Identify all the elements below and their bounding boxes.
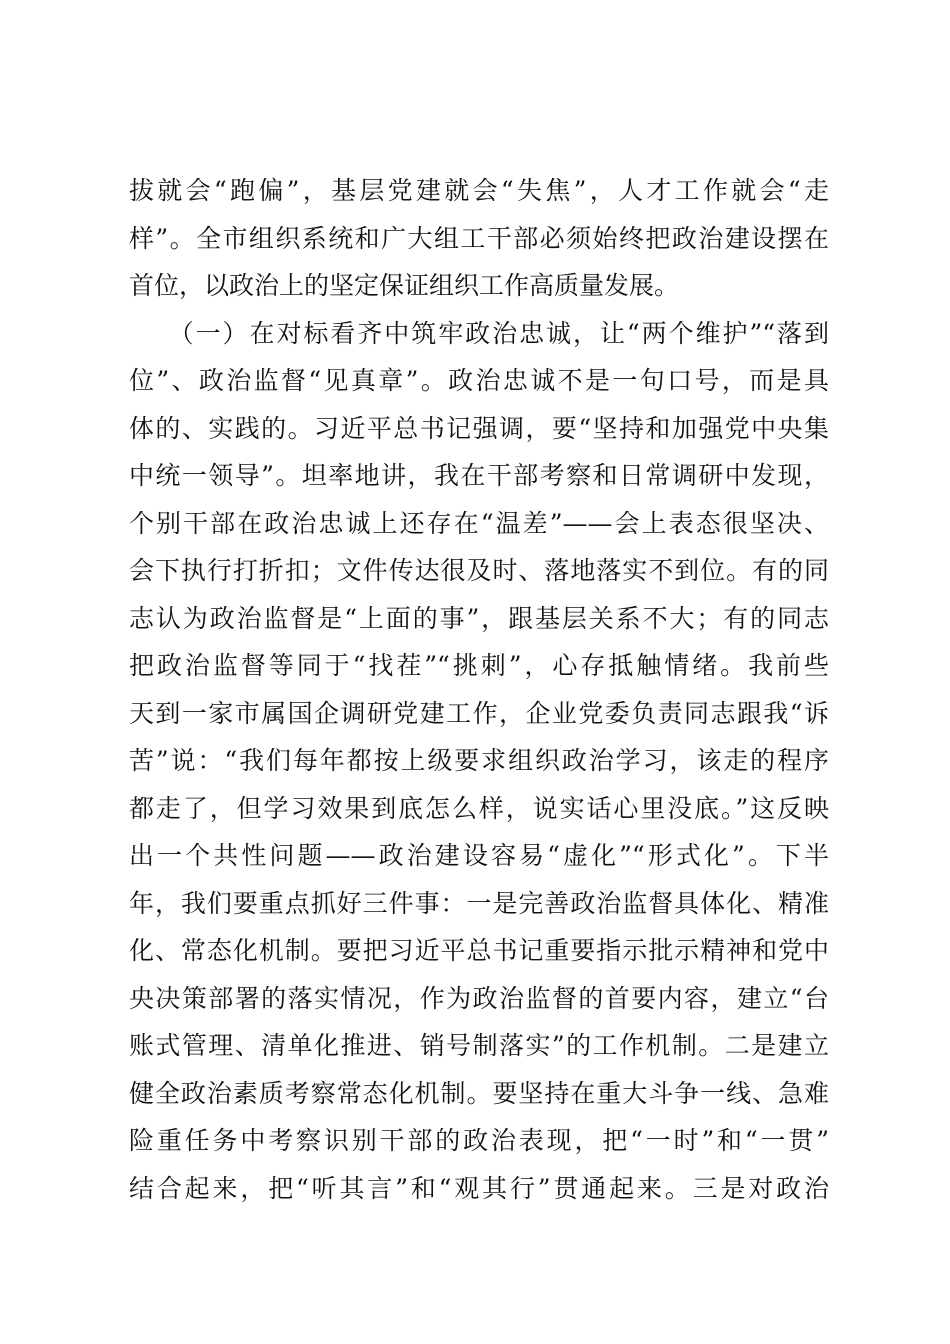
text-line: 险重任务中考察识别干部的政治表现，把“一时”和“一贯” bbox=[129, 1126, 829, 1155]
text-line: 天到一家市属国企调研党建工作，企业党委负责同志跟我“诉 bbox=[129, 698, 829, 728]
text-line: 化、常态化机制。要把习近平总书记重要指示批示精神和党中 bbox=[129, 936, 829, 965]
text-line: 账式管理、清单化推进、销号制落实”的工作机制。二是建立 bbox=[129, 1031, 829, 1060]
text-line: 样”。全市组织系统和广大组工干部必须始终把政治建设摆在 bbox=[129, 223, 829, 253]
text-line: 位”、政治监督“见真章”。政治忠诚不是一句口号，而是具 bbox=[129, 366, 829, 395]
text-line: （一）在对标看齐中筑牢政治忠诚，让“两个维护”“落到 bbox=[129, 318, 829, 348]
text-line: 首位，以政治上的坚定保证组织工作高质量发展。 bbox=[129, 271, 680, 300]
text-line: 个别干部在政治忠诚上还存在“温差”——会上表态很坚决、 bbox=[129, 508, 829, 538]
text-line: 苦”说：“我们每年都按上级要求组织政治学习，该走的程序 bbox=[129, 746, 829, 775]
text-line: 志认为政治监督是“上面的事”，跟基层关系不大；有的同志 bbox=[129, 603, 829, 633]
text-line: 会下执行打折扣；文件传达很及时、落地落实不到位。有的同 bbox=[129, 556, 829, 585]
text-line: 出一个共性问题——政治建设容易“虚化”“形式化”。下半 bbox=[129, 841, 829, 870]
text-line: 结合起来，把“听其言”和“观其行”贯通起来。三是对政治 bbox=[129, 1173, 829, 1203]
document-body bbox=[129, 167, 829, 1212]
text-line: 体的、实践的。习近平总书记强调，要“坚持和加强党中央集 bbox=[129, 413, 829, 443]
text-line: 健全政治素质考察常态化机制。要坚持在重大斗争一线、急难 bbox=[129, 1078, 829, 1108]
text-line: 央决策部署的落实情况，作为政治监督的首要内容，建立“台 bbox=[129, 983, 829, 1013]
text-line: 把政治监督等同于“找茬”“挑刺”，心存抵触情绪。我前些 bbox=[129, 651, 829, 680]
text-line: 中统一领导”。坦率地讲，我在干部考察和日常调研中发现， bbox=[129, 461, 829, 490]
text-line: 都走了，但学习效果到底怎么样，说实话心里没底。”这反映 bbox=[129, 793, 829, 823]
text-line: 拔就会“跑偏”，基层党建就会“失焦”，人才工作就会“走 bbox=[129, 176, 829, 205]
text-line: 年，我们要重点抓好三件事：一是完善政治监督具体化、精准 bbox=[129, 888, 829, 918]
